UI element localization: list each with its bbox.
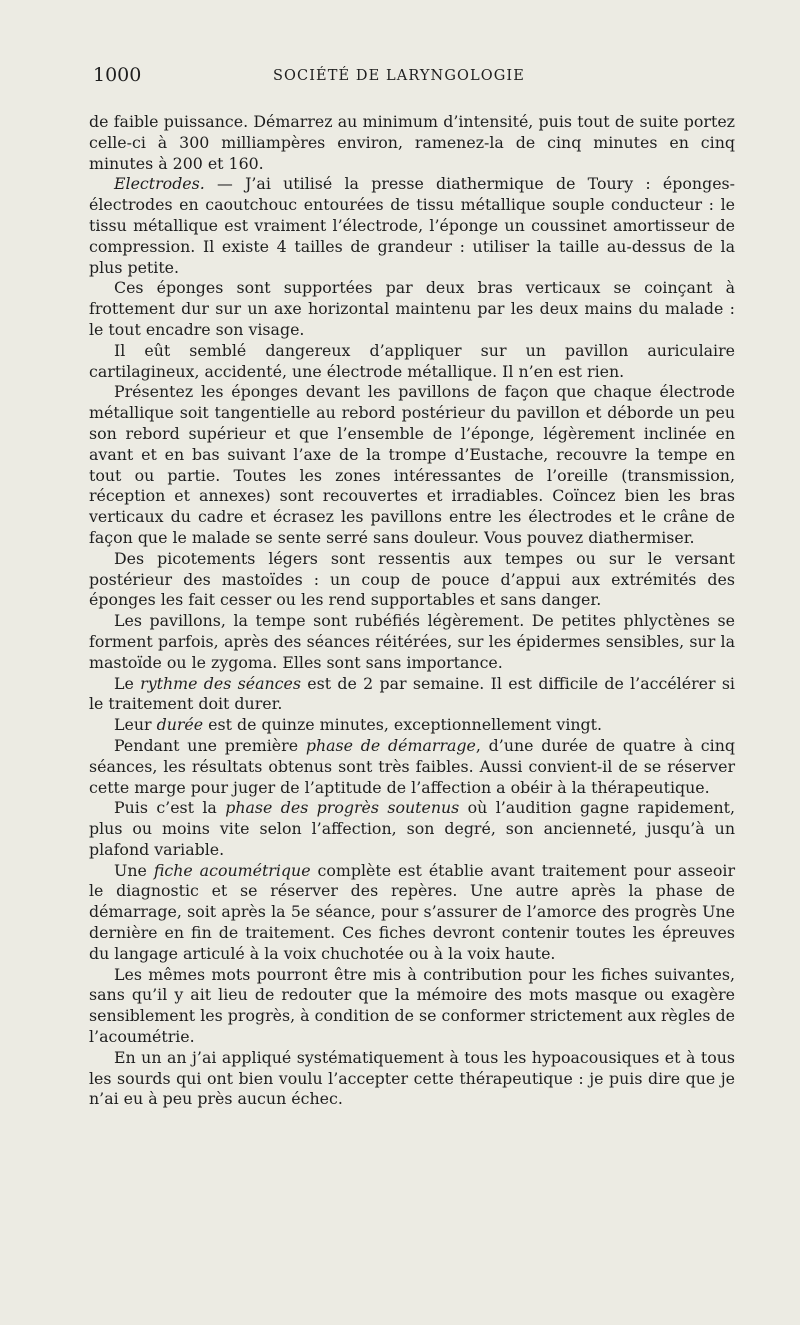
paragraph: Puis c’est la phase des progrès soutenus où l’audition gagne rapidement, plus ou moins vite selon l’affection, son degré, son ancienneté, jusqu’à un plafond variable.	[89, 798, 735, 859]
page-number: 1000	[93, 64, 142, 86]
paragraph: Des picotements légers sont ressentis aux tempes ou sur le versant postérieur des mastoïdes : un coup de pouce d’appui aux extrémités des éponges les fait cesser ou les rend supportables et sans danger.	[89, 548, 735, 610]
paragraph: Il eût semblé dangereux d’appliquer sur un pavillon auriculaire cartilagineux, accidenté, une électrode métallique. Il n’en est rien.	[89, 340, 735, 381]
running-title: SOCIÉTÉ DE LARYNGOLOGIE	[273, 68, 525, 84]
paragraph: Présentez les éponges devant les pavillons de façon que chaque électrode métallique soit tangentielle au rebord postérieur du pavillon et déborde un peu son rebord supérieur et que l’ensemble de l’éponge, légèrement inclinée en avant et en bas suivant l’axe de la trompe d’Eustache, recouvre la tempe en tout ou partie. Toutes les zones intéressantes de l’oreille (transmission, réception et annexes) sont recouvertes et irradiables. Coïncez bien les bras verticaux du cadre et écrasez les pavillons entre les électrodes et le crâne de façon que le malade se sente serré sans douleur. Vous pouvez diathermiser.	[89, 382, 735, 547]
paragraph: Le rythme des séances est de 2 par semaine. Il est difficile de l’accélérer si le traitement doit durer.	[89, 673, 735, 714]
paragraph: Electrodes. — J’ai utilisé la presse diathermique de Toury : éponges-électrodes en caoutchouc entourées de tissu métallique souple conducteur : le tissu métallique est vraiment l’électrode, l’éponge un coussinet amortisseur de compression. Il existe 4 tailles de grandeur : utiliser la taille au-dessus de la plus petite.	[89, 174, 735, 277]
paragraph: de faible puissance. Démarrez au minimum d’intensité, puis tout de suite portez celle-ci à 300 milliampères environ, ramenez-la de cinq minutes en cinq minutes à 200 et 160.	[89, 112, 735, 173]
paragraph: Les mêmes mots pourront être mis à contribution pour les fiches suivantes, sans qu’il y ait lieu de redouter que la mémoire des mots masque ou exagère sensiblement les progrès, à condition de se conformer strictement aux règles de l’acoumétrie.	[89, 964, 735, 1047]
italic-heading: Electrodes.	[114, 174, 205, 194]
paragraph: Ces éponges sont supportées par deux bras verticaux se coinçant à frottement dur sur un axe horizontal maintenu par les deux mains du malade : le tout encadre son visage.	[89, 278, 735, 339]
paragraph: En un an j’ai appliqué systématiquement à tous les hypoacousiques et à tous les sourds qui ont bien voulu l’accepter cette thérapeutique : je puis dire que je n’ai eu à peu près aucun échec.	[89, 1047, 735, 1109]
paragraph: Une fiche acoumétrique complète est établie avant traitement pour asseoir le diagnostic et se réserver des repères. Une autre après la phase de démarrage, soit après la 5e séance, pour s’assurer de l’amorce des progrès Une dernière en fin de traitement. Ces fiches devront contenir toutes les épreuves du langage articulé à la voix chuchotée ou à la voix haute.	[89, 860, 736, 963]
paragraph: Pendant une première phase de démarrage, d’une durée de quatre à cinq séances, les résultats obtenus sont très faibles. Aussi convient-il de se réserver cette marge pour juger de l’aptitude de l’affection a obéir à la thérapeutique.	[89, 735, 735, 797]
body-text	[89, 112, 735, 1110]
paragraph: Les pavillons, la tempe sont rubéfiés légèrement. De petites phlyctènes se forment parfois, après des séances réitérées, sur les épidermes sensibles, sur la mastoïde ou le zygoma. Elles sont sans importance.	[89, 611, 735, 672]
paragraph: Leur durée est de quinze minutes, exceptionnellement vingt.	[114, 715, 603, 735]
page-header	[93, 64, 733, 88]
